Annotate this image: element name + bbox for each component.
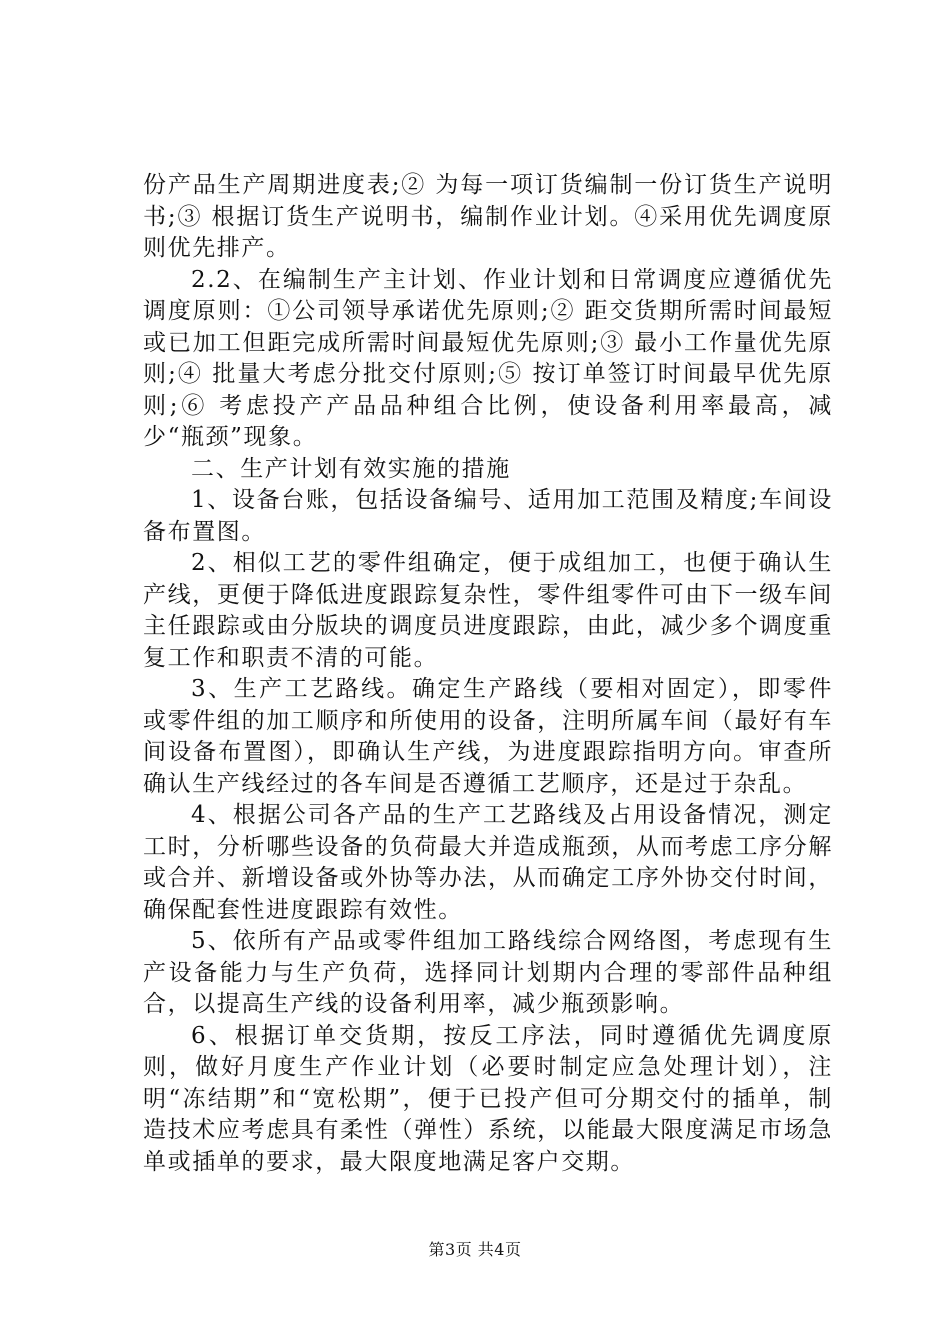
paragraph-item-1: 1、设备台账，包括设备编号、适用加工范围及精度;车间设备布置图。: [143, 487, 833, 545]
paragraph-item-6: 6、根据订单交货期，按反工序法，同时遵循优先调度原则，做好月度生产作业计划（必要时制定应急处理计划），注明“冻结期”和“宽松期”，便于已投产但可分期交付的插单，制造技术应考虑具有柔性（弹性）系统，以能最大限度满足市场急单或插单的要求，最大限度地满足客户交期。: [143, 1022, 833, 1175]
document-body: [143, 170, 833, 1178]
paragraph-item-5: 5、依所有产品或零件组加工路线综合网络图，考虑现有生产设备能力与生产负荷，选择同计划期内合理的零部件品种组合，以提高生产线的设备利用率，减少瓶颈影响。: [143, 928, 833, 1017]
paragraph-scheduling-principles: 2.2、在编制生产主计划、作业计划和日常调度应遵循优先调度原则：①公司领导承诺优先原则;② 距交货期所需时间最短或已加工但距完成所需时间最短优先原则;③ 最小工作量优先原则;④ 批量大考虑分批交付原则;⑤ 按订单签订时间最早优先原则;⑥ 考虑投产产品品种组合比例，使设备利用率最高，减少“瓶颈”现象。: [143, 266, 833, 450]
section-heading-measures: 二、生产计划有效实施的措施: [191, 455, 511, 482]
paragraph-continuation: 份产品生产周期进度表;② 为每一项订货编制一份订货生产说明书;③ 根据订货生产说明书，编制作业计划。④采用优先调度原则优先排产。: [143, 172, 833, 261]
page-number-footer: 第3页 共4页: [428, 1240, 522, 1259]
paragraph-item-3: 3、生产工艺路线。确定生产路线（要相对固定），即零件或零件组的加工顺序和所使用的设备，注明所属车间（最好有车间设备布置图），即确认生产线，为进度跟踪指明方向。审查所确认生产线经过的各车间是否遵循工艺顺序，还是过于杂乱。: [143, 676, 833, 797]
paragraph-item-2: 2、相似工艺的零件组确定，便于成组加工，也便于确认生产线，更便于降低进度跟踪复杂性，零件组零件可由下一级车间主任跟踪或由分版块的调度员进度跟踪，由此，减少多个调度重复工作和职责不清的可能。: [143, 550, 833, 671]
paragraph-item-4: 4、根据公司各产品的生产工艺路线及占用设备情况，测定工时，分析哪些设备的负荷最大并造成瓶颈，从而考虑工序分解或合并、新增设备或外协等办法，从而确定工序外协交付时间，确保配套性进度跟踪有效性。: [143, 802, 833, 923]
